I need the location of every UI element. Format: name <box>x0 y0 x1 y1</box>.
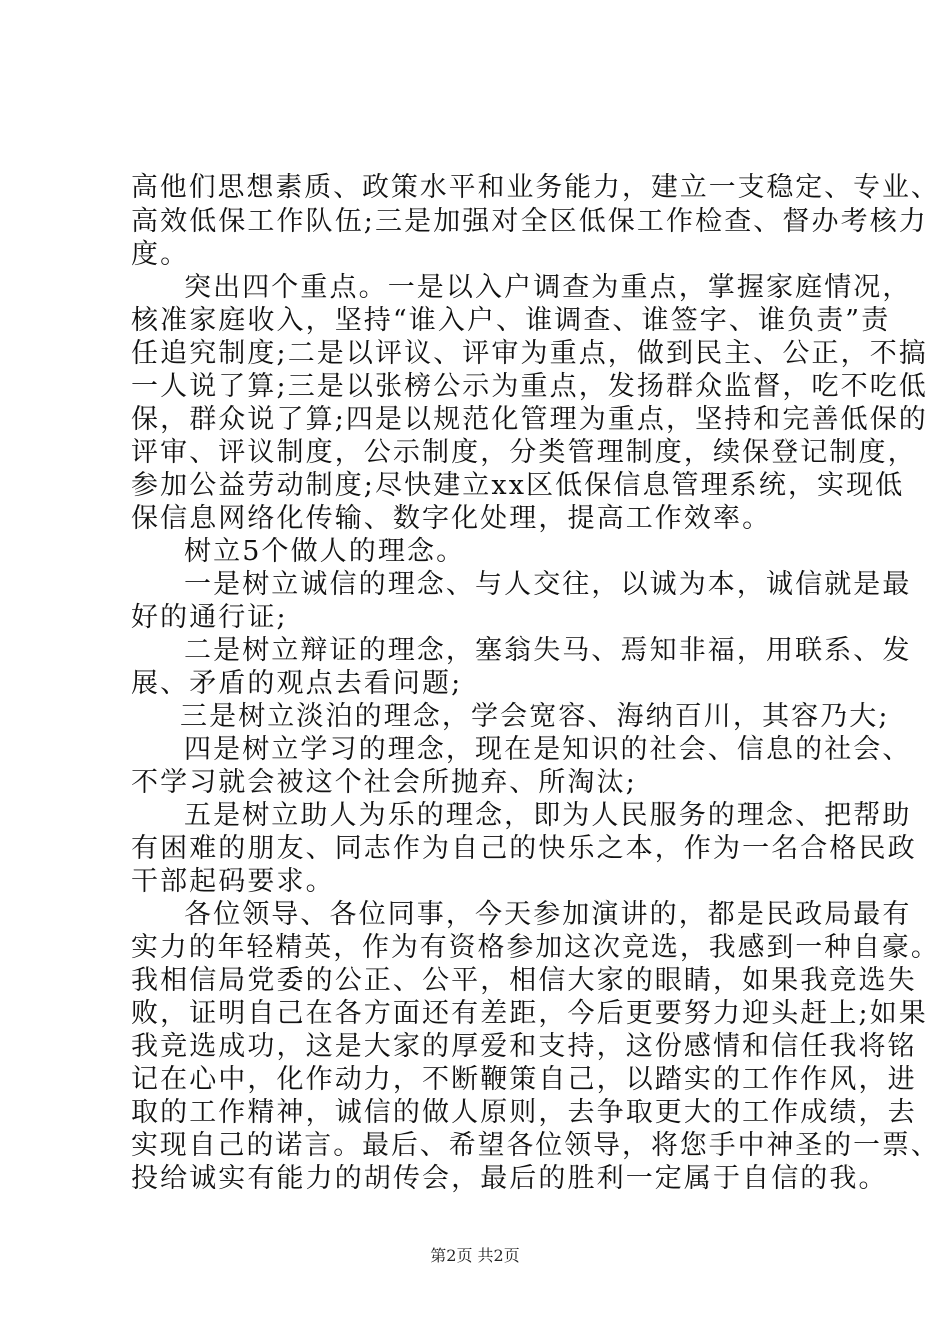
text-line: 四是树立学习的理念，现在是知识的社会、信息的社会、 <box>184 734 912 765</box>
text-line: 一是树立诚信的理念、与人交往，以诚为本，诚信就是最 <box>184 569 912 600</box>
text-line: 参加公益劳动制度;尽快建立xx区低保信息管理系统，实现低 <box>131 470 905 501</box>
text-line: 展、矛盾的观点去看问题; <box>131 668 463 699</box>
text-line: 评审、评议制度，公示制度，分类管理制度，续保登记制度， <box>131 437 917 468</box>
text-line: 保信息网络化传输、数字化处理，提高工作效率。 <box>131 503 772 534</box>
text-line: 二是树立辩证的理念，塞翁失马、焉知非福，用联系、发 <box>184 635 912 666</box>
text-line: 三是树立淡泊的理念，学会宽容、海纳百川，其容乃大; <box>180 701 890 732</box>
text-line: 实现自己的诺言。最后、希望各位领导，将您手中神圣的一票、 <box>131 1130 940 1161</box>
text-line: 各位领导、各位同事，今天参加演讲的，都是民政局最有 <box>184 899 912 930</box>
text-line: 五是树立助人为乐的理念，即为人民服务的理念、把帮助 <box>184 800 912 831</box>
text-line: 取的工作精神，诚信的做人原则，去争取更大的工作成绩，去 <box>131 1097 917 1128</box>
text-line: 实力的年轻精英，作为有资格参加这次竞选，我感到一种自豪。 <box>131 932 940 963</box>
text-line: 度。 <box>131 239 190 270</box>
page-number-footer: 第2页 共2页 <box>430 1246 520 1265</box>
text-line: 不学习就会被这个社会所抛弃、所淘汰; <box>131 767 637 798</box>
text-line: 好的通行证; <box>131 602 288 633</box>
text-line: 保，群众说了算;四是以规范化管理为重点，坚持和完善低保的 <box>131 404 928 435</box>
text-line: 有困难的朋友、同志作为自己的快乐之本，作为一名合格民政 <box>131 833 917 864</box>
text-line: 我竞选成功，这是大家的厚爱和支持，这份感情和信任我将铭 <box>131 1031 917 1062</box>
text-line: 树立5个做人的理念。 <box>184 536 466 567</box>
text-line: 一人说了算;三是以张榜公示为重点，发扬群众监督，吃不吃低 <box>131 371 928 402</box>
text-line: 高效低保工作队伍;三是加强对全区低保工作检查、督办考核力 <box>131 206 928 237</box>
text-line: 投给诚实有能力的胡传会，最后的胜利一定属于自信的我。 <box>131 1163 888 1194</box>
text-line: 干部起码要求。 <box>131 866 335 897</box>
text-line: 记在心中，化作动力，不断鞭策自己，以踏实的工作作风，进 <box>131 1064 917 1095</box>
text-line: 败，证明自己在各方面还有差距，今后更要努力迎头赶上;如果 <box>131 998 928 1029</box>
text-line: 核准家庭收入，坚持“谁入户、谁调查、谁签字、谁负责”责 <box>131 305 891 336</box>
text-line: 任追究制度;二是以评议、评审为重点，做到民主、公正，不搞 <box>131 338 928 369</box>
text-line: 高他们思想素质、政策水平和业务能力，建立一支稳定、专业、 <box>131 172 940 203</box>
text-line: 突出四个重点。一是以入户调查为重点，掌握家庭情况， <box>184 272 912 303</box>
text-line: 我相信局党委的公正、公平，相信大家的眼睛，如果我竞选失 <box>131 965 917 996</box>
